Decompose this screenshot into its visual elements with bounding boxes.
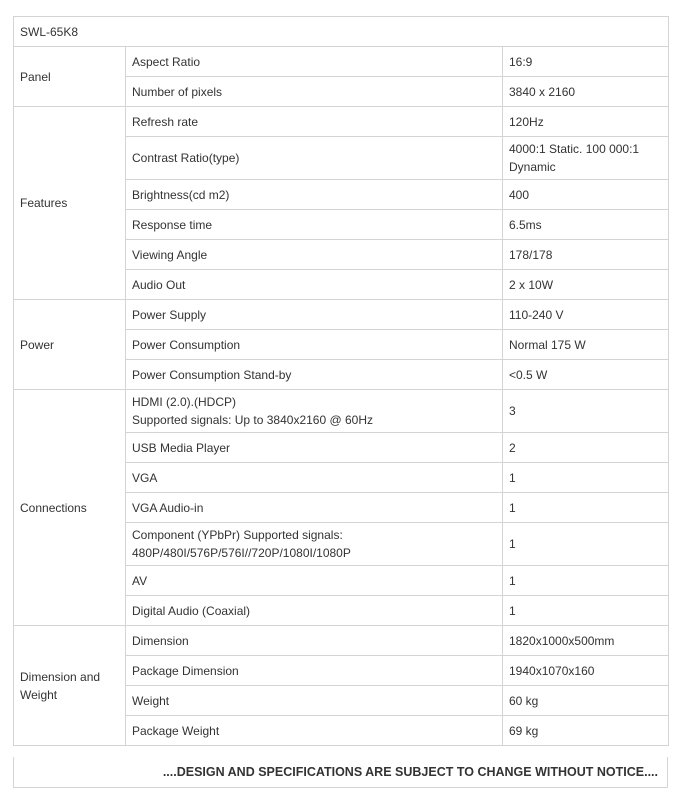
spec-value: [503, 493, 669, 523]
spec-name: [126, 210, 503, 240]
model-row: [14, 17, 669, 47]
spec-value: [503, 686, 669, 716]
spec-value-line: 4000:1 Static. 100 000:1: [509, 142, 640, 156]
spec-value-line: Dynamic: [509, 160, 556, 174]
spec-name: [126, 300, 503, 330]
spec-name: [126, 566, 503, 596]
spec-name-line: Viewing Angle: [132, 247, 208, 262]
spec-value-line: 3840 x 2160: [509, 84, 576, 99]
spec-name-line: Number of pixels: [132, 84, 223, 99]
spec-value-line: 1: [509, 603, 516, 618]
spec-row: [14, 107, 669, 137]
spec-name: [126, 716, 503, 746]
spec-value-line: 178/178: [509, 247, 553, 262]
spec-name-line: Power Supply: [132, 307, 207, 322]
spec-name-line: Weight: [132, 693, 170, 708]
spec-value-line: 3: [509, 404, 516, 418]
spec-name-line: USB Media Player: [132, 440, 231, 455]
spec-name: [126, 463, 503, 493]
spec-name: [126, 360, 503, 390]
spec-name-line: VGA: [132, 470, 158, 485]
spec-name-line: Response time: [132, 217, 213, 232]
spec-value-line: 1940x1070x160: [509, 663, 595, 678]
spec-row: [14, 47, 669, 77]
spec-table: [13, 16, 669, 746]
spec-value-line: 16:9: [509, 54, 533, 69]
spec-name: [126, 523, 503, 566]
spec-name-line: Supported signals: Up to 3840x2160 @ 60Hz: [132, 413, 374, 427]
spec-name-line: Refresh rate: [132, 114, 199, 129]
spec-value: [503, 77, 669, 107]
model-name: SWL-65K8: [14, 17, 669, 47]
spec-value: [503, 596, 669, 626]
spec-value: [503, 390, 669, 433]
spec-name-line: HDMI (2.0).(HDCP): [132, 395, 236, 409]
spec-name: [126, 390, 503, 433]
spec-name: [126, 433, 503, 463]
spec-value: [503, 463, 669, 493]
spec-value: [503, 360, 669, 390]
spec-value: [503, 523, 669, 566]
spec-value-line: 400: [509, 187, 530, 202]
spec-name-line: Aspect Ratio: [132, 54, 201, 69]
spec-value: [503, 240, 669, 270]
spec-value: [503, 180, 669, 210]
spec-value: [503, 433, 669, 463]
spec-name: [126, 240, 503, 270]
spec-value: [503, 566, 669, 596]
spec-name-line: Dimension: [132, 633, 189, 648]
spec-value-line: 1: [509, 470, 516, 485]
spec-value: [503, 716, 669, 746]
spec-name-line: Audio Out: [132, 277, 186, 292]
spec-value-line: Normal 175 W: [509, 337, 586, 352]
spec-name: [126, 626, 503, 656]
spec-name: [126, 47, 503, 77]
spec-value-line: 6.5ms: [509, 217, 542, 232]
spec-row: [14, 626, 669, 656]
spec-name: [126, 77, 503, 107]
group-label: Features: [14, 107, 126, 300]
spec-value-line: 120Hz: [509, 114, 544, 129]
spec-value-line: 2: [509, 440, 516, 455]
spec-value-line: 60 kg: [509, 693, 539, 708]
spec-name-line: VGA Audio-in: [132, 500, 204, 515]
spec-value-line: 1: [509, 573, 516, 588]
group-label: Power: [14, 300, 126, 390]
spec-value-line: 1820x1000x500mm: [509, 633, 615, 648]
spec-value-line: 69 kg: [509, 723, 539, 738]
spec-name-line: Package Weight: [132, 723, 220, 738]
spec-value-line: 1: [509, 500, 516, 515]
spec-row: [14, 390, 669, 433]
spec-name-line: Contrast Ratio(type): [132, 151, 240, 165]
spec-name: [126, 596, 503, 626]
group-label: [14, 626, 126, 746]
spec-value-line: 1: [509, 537, 516, 551]
spec-name-line: Digital Audio (Coaxial): [132, 603, 251, 618]
spec-value-line: 110-240 V: [509, 307, 564, 322]
spec-name: [126, 686, 503, 716]
group-label: Panel: [14, 47, 126, 107]
spec-value: [503, 107, 669, 137]
spec-value: [503, 47, 669, 77]
spec-value: [503, 137, 669, 180]
spec-name-line: Package Dimension: [132, 663, 239, 678]
group-label: Connections: [14, 390, 126, 626]
spec-value: [503, 626, 669, 656]
spec-table-body: [14, 17, 669, 746]
spec-name-line: Brightness(cd m2): [132, 187, 230, 202]
spec-value: [503, 330, 669, 360]
spec-name-line: Power Consumption: [132, 337, 241, 352]
spec-value: [503, 270, 669, 300]
spec-value: [503, 656, 669, 686]
spec-name-line: AV: [132, 573, 148, 588]
spec-name: [126, 137, 503, 180]
spec-value-line: <0.5 W: [509, 367, 548, 382]
spec-value-line: 2 x 10W: [509, 277, 554, 292]
spec-name: [126, 107, 503, 137]
spec-row: [14, 300, 669, 330]
group-label-line: Dimension and Weight: [20, 669, 101, 702]
spec-name: [126, 270, 503, 300]
spec-name: [126, 180, 503, 210]
disclaimer-note: ....DESIGN AND SPECIFICATIONS ARE SUBJECT TO CHANGE WITHOUT NOTICE....: [13, 757, 668, 788]
spec-name-line: Power Consumption Stand-by: [132, 367, 292, 382]
spec-name: [126, 656, 503, 686]
spec-value: [503, 210, 669, 240]
spec-name-line: Component (YPbPr) Supported signals:: [132, 528, 343, 542]
spec-name-line: 480P/480I/576P/576I//720P/1080I/1080P: [132, 546, 351, 560]
spec-value: [503, 300, 669, 330]
spec-name: [126, 330, 503, 360]
spec-name: [126, 493, 503, 523]
